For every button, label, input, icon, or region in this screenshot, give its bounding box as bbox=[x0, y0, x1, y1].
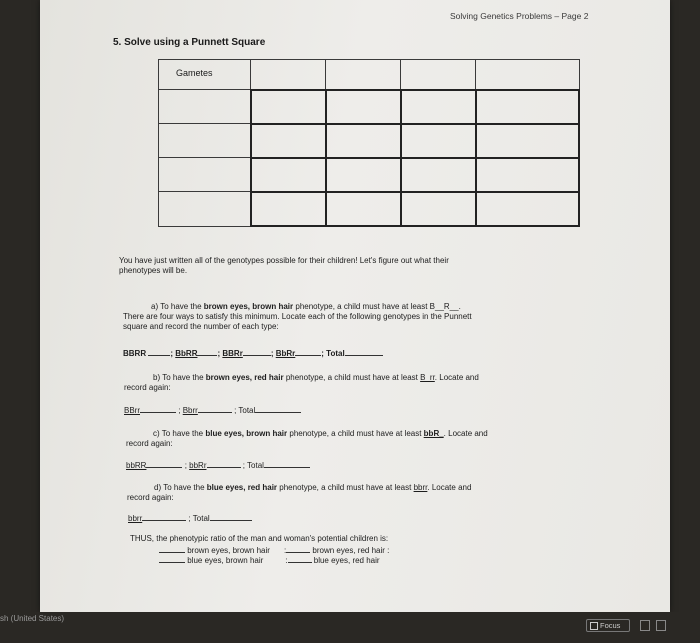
part-a-line: There are four ways to satisfy this minimum. Locate each of the following genotypes in the Punnett bbox=[123, 312, 472, 321]
total-blank[interactable] bbox=[264, 459, 310, 468]
part-d-answers: bbrr ; Total bbox=[128, 512, 252, 524]
part-c-answers: bbRR ; bbRr ; Total bbox=[126, 459, 310, 471]
part-a-answers: BBRR ; BbRR ; BBRr ; BbRr ; Total bbox=[123, 347, 383, 359]
ratio-blank[interactable] bbox=[288, 554, 312, 563]
punnett-cell[interactable] bbox=[251, 90, 326, 124]
answer-blank[interactable] bbox=[146, 459, 182, 468]
punnett-cell[interactable] bbox=[159, 192, 251, 226]
part-c-line: record again: bbox=[126, 439, 173, 448]
answer-blank[interactable] bbox=[148, 347, 170, 356]
answer-blank[interactable] bbox=[197, 347, 217, 356]
language-indicator[interactable]: sh (United States) bbox=[0, 614, 65, 623]
punnett-cell[interactable] bbox=[401, 158, 476, 192]
document-page bbox=[40, 0, 670, 612]
punnett-cell[interactable] bbox=[476, 124, 580, 158]
punnett-cell[interactable] bbox=[401, 192, 476, 226]
punnett-cell[interactable] bbox=[401, 124, 476, 158]
punnett-cell[interactable] bbox=[251, 158, 326, 192]
ratio-blank[interactable] bbox=[159, 544, 185, 553]
punnett-square bbox=[158, 59, 580, 227]
ratio-line: brown eyes, brown hair : brown eyes, red hair : bbox=[159, 544, 389, 556]
punnett-cell[interactable] bbox=[159, 124, 251, 158]
punnett-cell[interactable] bbox=[159, 158, 251, 192]
part-b-answers: BBrr ; Bbrr ; Total bbox=[124, 404, 301, 416]
punnett-cell[interactable] bbox=[326, 192, 401, 226]
web-layout-icon[interactable] bbox=[656, 620, 666, 631]
phenotype-label: blue eyes, red hair bbox=[206, 483, 278, 492]
gametes-label: Gametes bbox=[159, 60, 251, 90]
punnett-cell[interactable] bbox=[251, 124, 326, 158]
focus-button[interactable] bbox=[586, 619, 630, 632]
part-a-line: a) To have the brown eyes, brown hair phenotype, a child must have at least B__R__. bbox=[151, 302, 461, 311]
punnett-cell[interactable] bbox=[476, 158, 580, 192]
ratio-heading: THUS, the phenotypic ratio of the man and woman's potential children is: bbox=[130, 534, 389, 543]
phenotype-label: brown eyes, red hair bbox=[205, 373, 284, 382]
page-header: Solving Genetics Problems – Page 2 bbox=[450, 11, 589, 21]
answer-blank[interactable] bbox=[243, 347, 271, 356]
punnett-cell[interactable] bbox=[326, 124, 401, 158]
punnett-cell[interactable] bbox=[326, 158, 401, 192]
total-blank[interactable] bbox=[255, 404, 301, 413]
ratio-line: blue eyes, brown hair : blue eyes, red hair bbox=[159, 554, 380, 566]
part-d-line: record again: bbox=[127, 493, 174, 502]
punnett-cell[interactable] bbox=[401, 60, 476, 90]
answer-blank[interactable] bbox=[142, 512, 186, 521]
part-a-line: square and record the number of each type: bbox=[123, 322, 279, 331]
ratio-blank[interactable] bbox=[159, 554, 185, 563]
punnett-cell[interactable] bbox=[476, 90, 580, 124]
answer-blank[interactable] bbox=[198, 404, 232, 413]
punnett-cell[interactable] bbox=[476, 60, 580, 90]
answer-blank[interactable] bbox=[140, 404, 176, 413]
part-b-line: b) To have the brown eyes, red hair phenotype, a child must have at least B_rr. Locate and bbox=[153, 373, 479, 382]
intro-line: You have just written all of the genotypes possible for their children! Let's figure out what their bbox=[119, 256, 449, 265]
phenotype-label: brown eyes, brown hair bbox=[203, 302, 294, 311]
total-blank[interactable] bbox=[345, 347, 383, 356]
phenotype-label: blue eyes, brown hair bbox=[205, 429, 288, 438]
part-c-line: c) To have the blue eyes, brown hair phenotype, a child must have at least bbR_. Locate and bbox=[153, 429, 488, 438]
punnett-cell[interactable] bbox=[159, 90, 251, 124]
punnett-cell[interactable] bbox=[251, 60, 326, 90]
focus-icon bbox=[590, 622, 598, 630]
punnett-cell[interactable] bbox=[401, 90, 476, 124]
punnett-cell[interactable] bbox=[476, 192, 580, 226]
part-d-line: d) To have the blue eyes, red hair phenotype, a child must have at least bbrr. Locate and bbox=[154, 483, 472, 492]
intro-line: phenotypes will be. bbox=[119, 266, 188, 275]
punnett-cell[interactable] bbox=[326, 60, 401, 90]
print-layout-icon[interactable] bbox=[640, 620, 650, 631]
section-title: 5. Solve using a Punnett Square bbox=[113, 37, 266, 48]
punnett-cell[interactable] bbox=[326, 90, 401, 124]
ratio-blank[interactable] bbox=[286, 544, 310, 553]
answer-blank[interactable] bbox=[207, 459, 241, 468]
total-blank[interactable] bbox=[210, 512, 252, 521]
focus-label: Focus bbox=[600, 621, 621, 630]
part-b-line: record again: bbox=[124, 383, 171, 392]
punnett-cell[interactable] bbox=[251, 192, 326, 226]
answer-blank[interactable] bbox=[295, 347, 321, 356]
